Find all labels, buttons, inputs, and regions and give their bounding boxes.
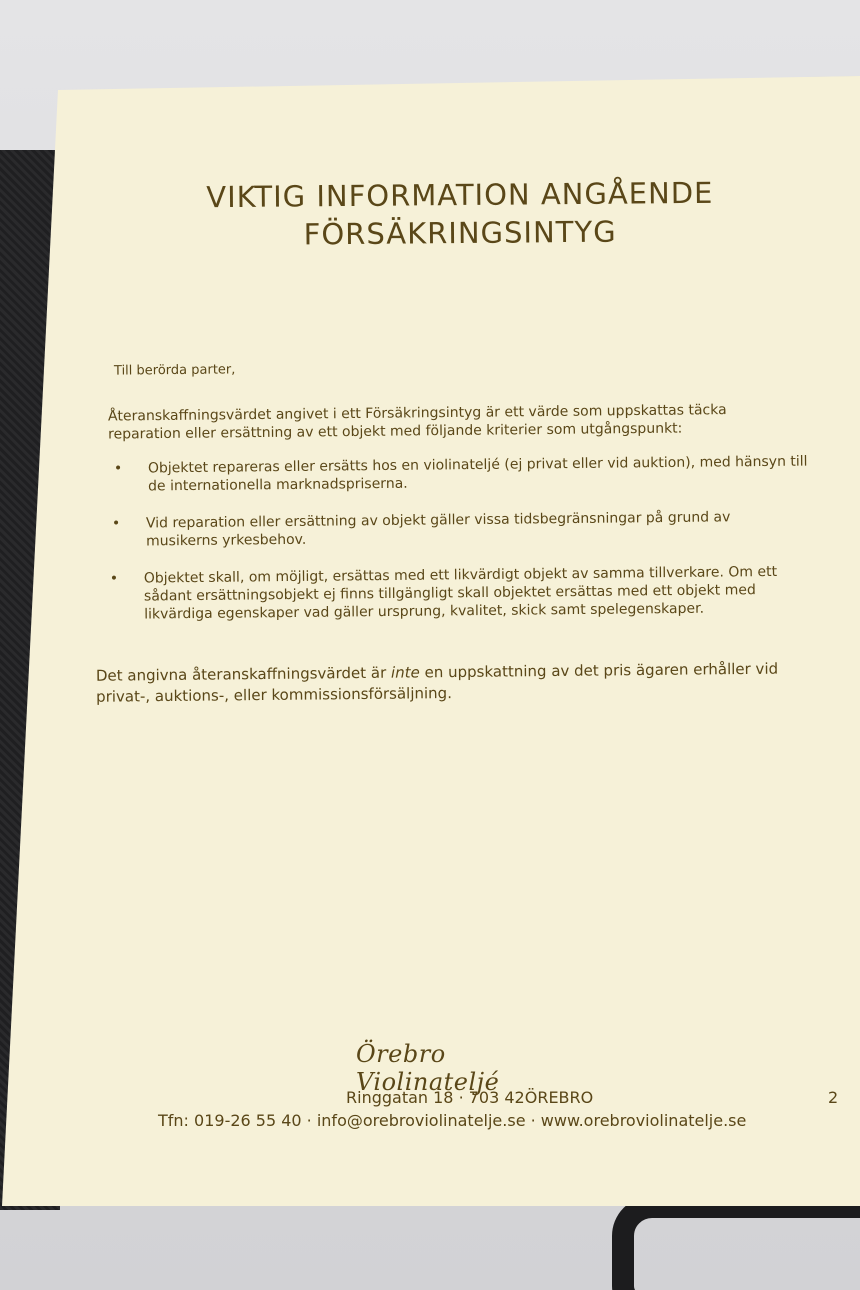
footer-address: Ringgatan 18 · 703 42ÖREBRO bbox=[346, 1088, 594, 1107]
title-line-2: FÖRSÄKRINGSINTYG bbox=[303, 214, 617, 252]
list-item bbox=[113, 453, 808, 496]
bullet-icon: • bbox=[109, 570, 119, 587]
closing-text-after: en uppskattning av det pris ägaren erhåller vid privat-, auktions-, eller kommissionsförsäljning. bbox=[96, 659, 779, 706]
list-item bbox=[109, 562, 825, 623]
document-title bbox=[110, 173, 811, 255]
intro-paragraph: Återanskaffningsvärdet angivet i ett Försäkringsintyg är ett värde som uppskattas täcka reparation eller ersättning av ett objekt med följande kriterier som utgångspunkt: bbox=[107, 402, 727, 443]
closing-text-before: Det angivna återanskaffningsvärdet är bbox=[95, 663, 392, 685]
closing-emphasis: inte bbox=[390, 663, 420, 682]
folder-handle bbox=[612, 1196, 860, 1290]
list-item bbox=[111, 508, 806, 551]
company-logo: Örebro Violinateljé bbox=[356, 1040, 500, 1096]
bullet-icon: • bbox=[113, 460, 123, 477]
page-number: 2 bbox=[828, 1088, 839, 1107]
list-item-text: Objektet repareras eller ersätts hos en violinateljé (ej privat eller vid auktion), med hänsyn till de internationella marknadspriserna. bbox=[147, 453, 808, 495]
footer-contact: Tfn: 019-26 55 40 · info@orebroviolinatelje.se · www.orebroviolinatelje.se bbox=[158, 1111, 747, 1130]
list-item-text: Objektet skall, om möjligt, ersättas med ett likvärdigt objekt av samma tillverkare. Om ett sådant ersättningsobjekt ej finns tillgängligt skall objektet ersättas med ett objekt med likvärdiga egenskaper vad gäller ursprung, kvalitet, skick samt spelegenskaper. bbox=[143, 563, 778, 623]
bullet-icon: • bbox=[111, 515, 121, 532]
title-line-1: VIKTIG INFORMATION ANGÅENDE bbox=[206, 175, 714, 215]
closing-paragraph bbox=[96, 658, 816, 708]
salutation: Till berörda parter, bbox=[113, 362, 236, 379]
list-item-text: Vid reparation eller ersättning av objekt gäller vissa tidsbegränsningar på grund av musikerns yrkesbehov. bbox=[145, 509, 731, 550]
